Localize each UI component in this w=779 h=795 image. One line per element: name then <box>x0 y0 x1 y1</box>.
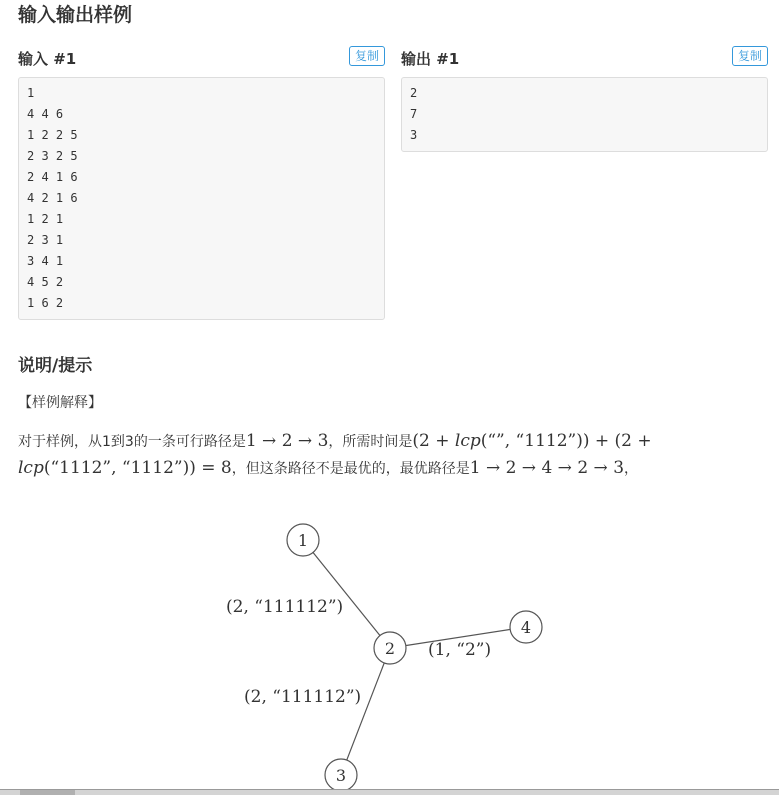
math-lcp: lcp <box>454 431 481 451</box>
code-line: 4 4 6 <box>27 107 64 121</box>
code-line: 2 <box>410 86 418 100</box>
explain-text: 对于样例，从1到3的一条可行路径是 <box>18 434 246 450</box>
code-line: 2 3 1 <box>27 233 64 247</box>
horizontal-scrollbar[interactable] <box>0 789 779 795</box>
explain-text: ，所需时间是 <box>328 434 413 450</box>
code-line: 2 3 2 5 <box>27 149 78 163</box>
input-label: 输入 #1 <box>18 50 77 68</box>
hint-title: 说明/提示 <box>18 356 93 376</box>
node-label: 3 <box>335 766 347 785</box>
node-label: 2 <box>384 639 396 658</box>
edge-label-2-3: (2, “111112”) <box>244 687 362 707</box>
graph-node <box>325 759 357 791</box>
code-line: 3 4 1 <box>27 254 64 268</box>
edge-label-1-2: (2, “111112”) <box>226 597 344 617</box>
code-line: 1 2 2 5 <box>27 128 78 142</box>
math-path: 1 → 2 → 3 <box>245 431 329 451</box>
scrollbar-thumb[interactable] <box>20 790 75 795</box>
math-part: (“”, “1112”)) + (2 + <box>480 431 652 451</box>
copy-output-button[interactable]: 复制 <box>732 46 768 66</box>
math-part: (“1112”, “1112”)) = 8 <box>43 458 232 478</box>
edge-label-2-4: (1, “2”) <box>428 640 492 660</box>
code-line: 7 <box>410 107 418 121</box>
math-part: (2 + <box>412 431 455 451</box>
code-line: 1 <box>27 86 35 100</box>
graph-node <box>287 524 319 556</box>
code-line: 2 4 1 6 <box>27 170 78 184</box>
output-label: 输出 #1 <box>401 50 460 68</box>
copy-input-button[interactable]: 复制 <box>349 46 385 66</box>
edge-2-3 <box>341 648 390 775</box>
explain-text: ， <box>624 461 639 477</box>
node-label: 1 <box>297 531 309 550</box>
code-line: 4 2 1 6 <box>27 191 78 205</box>
graph-node <box>510 611 542 643</box>
edge-1-2 <box>303 540 390 648</box>
section-title: 输入输出样例 <box>18 4 133 26</box>
math-lcp: lcp <box>18 458 44 478</box>
code-line: 4 5 2 <box>27 275 64 289</box>
code-line: 3 <box>410 128 418 142</box>
code-line: 1 2 1 <box>27 212 64 226</box>
explain-text: ，但这条路径不是最优的，最优路径是 <box>231 461 470 477</box>
sample-explanation-heading: 【样例解释】 <box>18 395 102 411</box>
code-line: 1 6 2 <box>27 296 64 310</box>
math-path: 1 → 2 → 4 → 2 → 3 <box>469 458 625 478</box>
node-label: 4 <box>520 618 532 637</box>
graph-node <box>374 632 406 664</box>
